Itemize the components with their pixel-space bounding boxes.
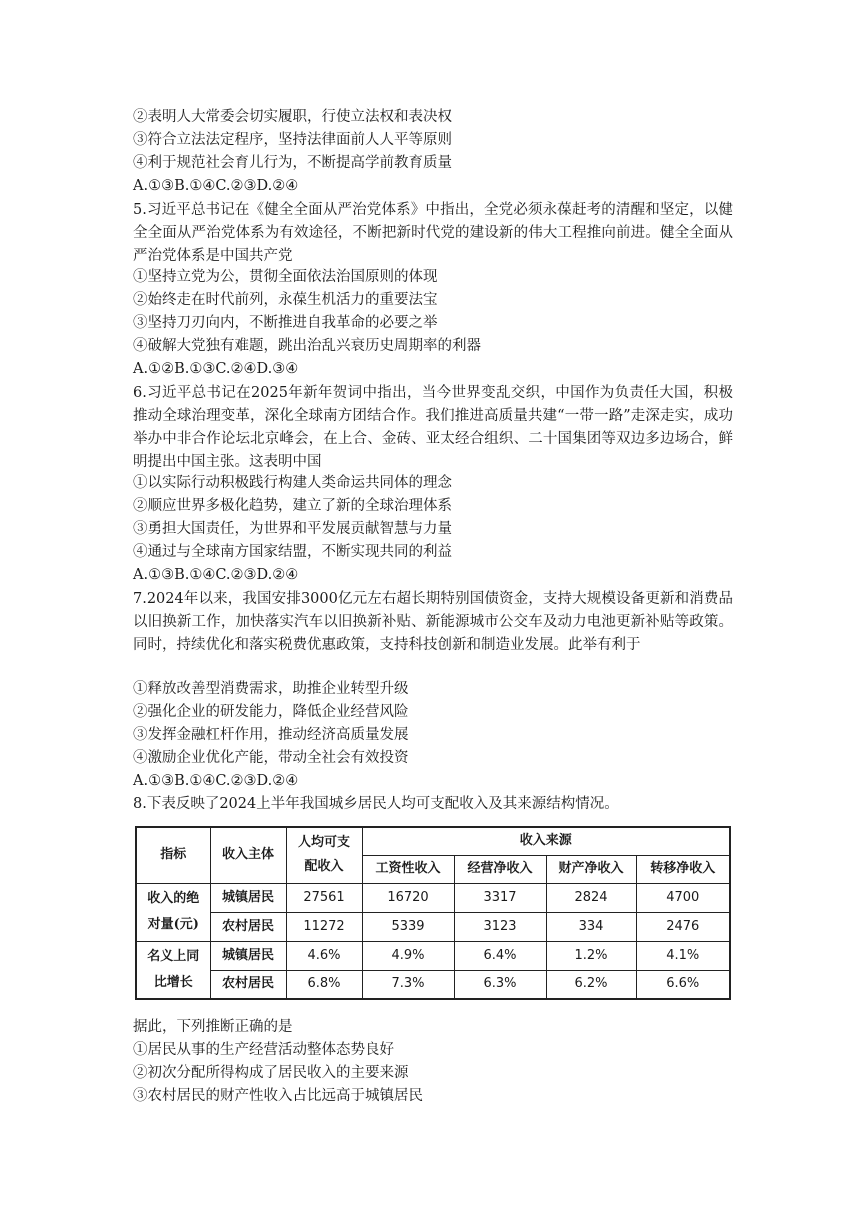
cell: 27561: [286, 883, 362, 912]
cell: 3123: [454, 912, 546, 941]
q5-option-1: ①坚持立党为公，贯彻全面依法治国原则的体现: [133, 269, 438, 285]
q4-option-4: ④利于规范社会育儿行为，不断提高学前教育质量: [133, 155, 452, 171]
cell: 6.2%: [546, 970, 636, 999]
q6-stem: 6.习近平总书记在2025年新年贺词中指出，当今世界变乱交织，中国作为负责任大国，积极推动全球治理变革，深化全球南方团结合作。我们推进高质量共建“一带一路”走深走实，成功举办中非合作论坛北京峰会，在上合、金砖、亚太经合组织、二十国集团等双边多边场合，鲜明提出中国主张。这表明中国: [133, 385, 733, 470]
group-absolute: [136, 883, 210, 941]
header-business: 经营净收入: [454, 855, 546, 883]
q4-answers: A.①③B.①④C.②③D.②④: [133, 178, 299, 194]
q7-option-4: ④激励企业优化产能，带动全社会有效投资: [133, 750, 409, 766]
cell: 2824: [546, 883, 636, 912]
q5-option-2: ②始终走在时代前列，永葆生机活力的重要法宝: [133, 292, 438, 308]
cell: 4.9%: [362, 941, 454, 970]
q7-answers: A.①③B.①④C.②③D.②④: [133, 773, 299, 789]
q4-option-2: ②表明人大常委会切实履职，行使立法权和表决权: [133, 109, 452, 125]
header-source: 收入来源: [362, 827, 730, 855]
q8-lead: 据此，下列推断正确的是: [133, 1019, 293, 1035]
q6-option-1: ①以实际行动积极践行构建人类命运共同体的理念: [133, 475, 452, 491]
cell: 4.1%: [636, 941, 730, 970]
header-subject: 收入主体: [210, 827, 286, 883]
q7-option-1: ①释放改善型消费需求，助推企业转型升级: [133, 681, 409, 697]
q6-option-4: ④通过与全球南方国家结盟，不断实现共同的利益: [133, 544, 452, 560]
table-row: [136, 912, 730, 941]
header-transfer: 转移净收入: [636, 855, 730, 883]
group-absolute-line1: 收入的绝: [147, 891, 200, 906]
q8-option-2: ②初次分配所得构成了居民收入的主要来源: [133, 1065, 409, 1081]
q6-option-3: ③勇担大国责任，为世界和平发展贡献智慧与力量: [133, 521, 452, 537]
header-disposable-line2: 配收入: [304, 859, 344, 875]
header-disposable: [286, 827, 362, 883]
table-row: [136, 883, 730, 912]
cell: 4.6%: [286, 941, 362, 970]
cell: 1.2%: [546, 941, 636, 970]
cell: 7.3%: [362, 970, 454, 999]
header-property: 财产净收入: [546, 855, 636, 883]
cell: 6.3%: [454, 970, 546, 999]
cell: 6.6%: [636, 970, 730, 999]
q8-option-1: ①居民从事的生产经营活动整体态势良好: [133, 1042, 394, 1058]
income-table: [135, 826, 731, 1000]
group-growth: [136, 941, 210, 999]
subject-rural: 农村居民: [210, 970, 286, 999]
cell: 6.4%: [454, 941, 546, 970]
q7-option-2: ②强化企业的研发能力，降低企业经营风险: [133, 704, 409, 720]
cell: 16720: [362, 883, 454, 912]
cell: 2476: [636, 912, 730, 941]
q5-answers: A.①②B.①③C.②④D.③④: [133, 361, 299, 377]
cell: 6.8%: [286, 970, 362, 999]
subject-urban: 城镇居民: [210, 941, 286, 970]
header-disposable-line1: 人均可支: [297, 835, 350, 851]
q5-stem: 5.习近平总书记在《健全全面从严治党体系》中指出，全党必须永葆赶考的清醒和坚定，以健全全面从严治党体系为有效途径，不断把新时代党的建设新的伟大工程推向前进。健全全面从严治党体系是中国共产党: [133, 202, 733, 264]
cell: 4700: [636, 883, 730, 912]
q8-option-3: ③农村居民的财产性收入占比远高于城镇居民: [133, 1088, 423, 1104]
cell: 11272: [286, 912, 362, 941]
subject-rural: 农村居民: [210, 912, 286, 941]
subject-urban: 城镇居民: [210, 883, 286, 912]
q4-option-3: ③符合立法法定程序，坚持法律面前人人平等原则: [133, 132, 452, 148]
table-row: [136, 941, 730, 970]
q8-stem: 8.下表反映了2024上半年我国城乡居民人均可支配收入及其来源结构情况。: [133, 796, 619, 812]
group-growth-line1: 名义上同: [147, 948, 200, 964]
group-growth-line2: 比增长: [153, 974, 193, 990]
cell: 334: [546, 912, 636, 941]
cell: 5339: [362, 912, 454, 941]
q5-option-4: ④破解大党独有难题，跳出治乱兴衰历史周期率的利器: [133, 338, 481, 354]
group-absolute-line2: 对量(元): [147, 917, 199, 932]
cell: 3317: [454, 883, 546, 912]
q6-option-2: ②顺应世界多极化趋势，建立了新的全球治理体系: [133, 498, 452, 514]
q6-answers: A.①③B.①④C.②③D.②④: [133, 567, 299, 583]
q7-stem: 7.2024年以来，我国安排3000亿元左右超长期特别国债资金，支持大规模设备更新和消费品以旧换新工作，加快落实汽车以旧换新补贴、新能源城市公交车及动力电池更新补贴等政策。同时，持续优化和落实税费优惠政策，支持科技创新和制造业发展。此举有利于: [133, 591, 733, 653]
q7-option-3: ③发挥金融杠杆作用，推动经济高质量发展: [133, 727, 409, 743]
q5-option-3: ③坚持刀刃向内，不断推进自我革命的必要之举: [133, 315, 438, 331]
header-indicator: 指标: [136, 827, 210, 883]
table-row: [136, 970, 730, 999]
header-wage: 工资性收入: [362, 855, 454, 883]
